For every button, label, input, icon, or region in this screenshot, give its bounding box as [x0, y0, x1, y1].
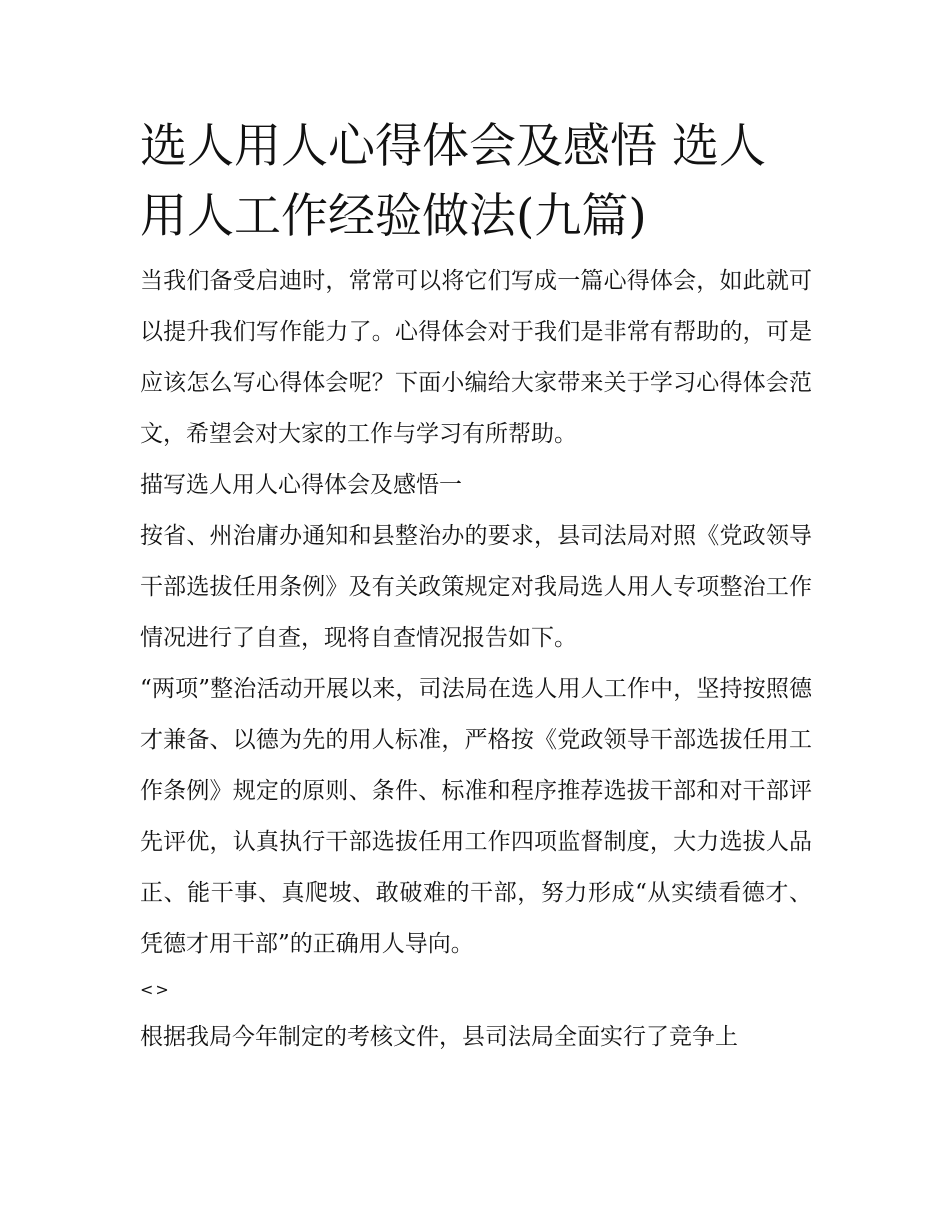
section-heading: 描写选人用人心得体会及感悟一	[140, 472, 462, 498]
body-paragraph-3: 根据我局今年制定的考核文件，县司法局全面实行了竞争上	[140, 1024, 738, 1050]
intro-paragraph: 当我们备受启迪时，常常可以将它们写成一篇心得体会，如此就可以提升我们写作能力了。心得体会对于我们是非常有帮助的，可是应该怎么写心得体会呢？下面小编给大家带来关于学习心得体会范文，希望会对大家的工作与学习有所帮助。	[140, 268, 812, 447]
document-title: 选人用人心得体会及感悟 选人用人工作经验做法(九篇)	[140, 119, 766, 244]
document-page	[140, 112, 812, 1063]
body-paragraph-1: 按省、州治庸办通知和县整治办的要求，县司法局对照《党政领导干部选拔任用条例》及有关政策规定对我局选人用人专项整治工作情况进行了自查，现将自查情况报告如下。	[140, 523, 812, 651]
body-paragraph-2: “两项”整治活动开展以来，司法局在选人用人工作中，坚持按照德才兼备、以德为先的用人标准，严格按《党政领导干部选拔任用工作条例》规定的原则、条件、标准和程序推荐选拔干部和对干部评先评优，认真执行干部选拔任用工作四项监督制度，大力选拔人品正、能干事、真爬坡、敢破难的干部，努力形成“从实绩看德才、凭德才用干部”的正确用人导向。	[140, 676, 812, 957]
placeholder-marker: <>	[140, 980, 171, 999]
